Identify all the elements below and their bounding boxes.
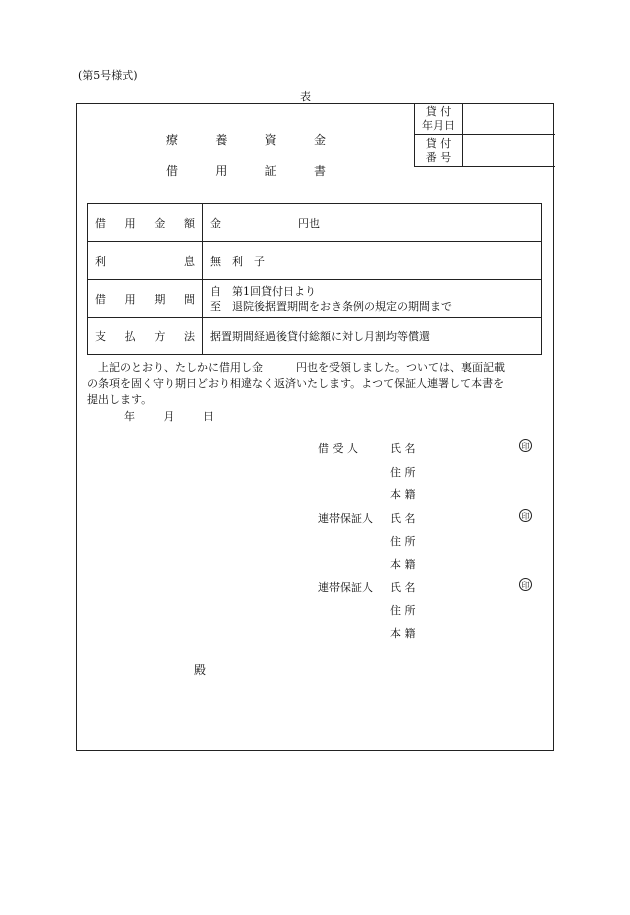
borrower-role: 借 受 人: [318, 442, 358, 455]
table-row-interest: [88, 242, 542, 280]
label-char: 間: [183, 292, 195, 306]
label-char: 用: [124, 292, 136, 306]
borrower-domicile-label: 本 籍: [390, 488, 416, 501]
borrower-name-label: 氏 名: [390, 442, 416, 455]
label-char: 期: [154, 292, 166, 306]
loan-number-row: [415, 135, 555, 167]
loan-number-label-line1: 貸 付: [425, 137, 452, 150]
guarantor2-role: 連帯保証人: [318, 581, 373, 594]
borrower-address-label: 住 所: [390, 466, 416, 479]
amount-value[interactable]: 金 円也: [203, 204, 542, 242]
loan-date-row: [415, 103, 555, 135]
statement-line: 上記のとおり、たしかに借用し金 円也を受領しました。ついては、裏面記載: [98, 361, 505, 374]
title-char: 証: [264, 164, 277, 178]
label-char: 法: [183, 330, 195, 343]
title-line1: [166, 131, 326, 148]
payment-value: 据置期間経過後貸付総額に対し月割均等償還: [203, 318, 542, 355]
table-row-period: [88, 280, 542, 318]
side-label: 表: [300, 90, 311, 103]
title-char: 資: [264, 133, 277, 147]
period-from: 自 第1回貸付日より: [210, 284, 316, 298]
guarantor1-role: 連帯保証人: [318, 512, 373, 525]
loan-number-label-line2: 番 号: [425, 151, 452, 164]
title-char: 用: [215, 164, 228, 178]
loan-date-label-line2: 年月日: [422, 119, 455, 132]
period-value: [203, 280, 542, 318]
loan-number-label: [415, 135, 463, 167]
label-char: 借: [95, 292, 106, 306]
form-number: (第5号様式): [78, 69, 138, 82]
date-day: 日: [203, 410, 214, 423]
table-row-amount: [88, 204, 542, 242]
date-line[interactable]: [124, 408, 214, 424]
period-label: [88, 280, 203, 318]
statement-text: [87, 360, 547, 408]
label-char: 息: [184, 254, 195, 268]
label-char: 払: [124, 330, 136, 343]
seal-icon: 印: [519, 509, 532, 522]
label-char: 金: [154, 216, 166, 230]
date-year: 年: [124, 410, 135, 423]
guarantor1-address-label: 住 所: [390, 535, 416, 548]
title-char: 書: [313, 164, 326, 178]
label-char: 方: [154, 330, 166, 343]
amount-label: [88, 204, 203, 242]
loan-details-table: [87, 203, 542, 355]
interest-value: 無 利 子: [203, 242, 542, 280]
statement-line: の条項を固く守り期日どおり相違なく返済いたします。よつて保証人連署して本書を: [87, 377, 505, 390]
title-char: 借: [166, 164, 179, 178]
label-char: 額: [183, 216, 195, 230]
guarantor2-address-label: 住 所: [390, 604, 416, 617]
guarantor2-name-label: 氏 名: [390, 581, 416, 594]
label-char: 支: [95, 330, 106, 343]
title-char: 療: [166, 133, 179, 147]
guarantor2-domicile-label: 本 籍: [390, 627, 416, 640]
table-row-payment: [88, 318, 542, 355]
guarantor1-domicile-label: 本 籍: [390, 558, 416, 571]
loan-date-label-line1: 貸 付: [425, 105, 452, 118]
statement-line: 提出します。: [87, 393, 153, 406]
seal-icon: 印: [519, 578, 532, 591]
title-char: 金: [313, 133, 326, 147]
label-char: 借: [95, 216, 106, 230]
period-to: 至 退院後据置期間をおき条例の規定の期間まで: [210, 299, 452, 313]
loan-info-box: [414, 103, 555, 167]
label-char: 用: [124, 216, 136, 230]
addressee-honorific: 殿: [194, 663, 207, 677]
interest-label: [88, 242, 203, 280]
title-line2: [166, 162, 326, 179]
title-char: 養: [215, 133, 228, 147]
payment-label: [88, 318, 203, 355]
label-char: 利: [95, 254, 106, 268]
certificate-frame: [76, 103, 554, 751]
seal-icon: 印: [519, 439, 532, 452]
date-month: 月: [163, 410, 175, 423]
guarantor1-name-label: 氏 名: [390, 512, 416, 525]
loan-date-label: [415, 103, 463, 134]
